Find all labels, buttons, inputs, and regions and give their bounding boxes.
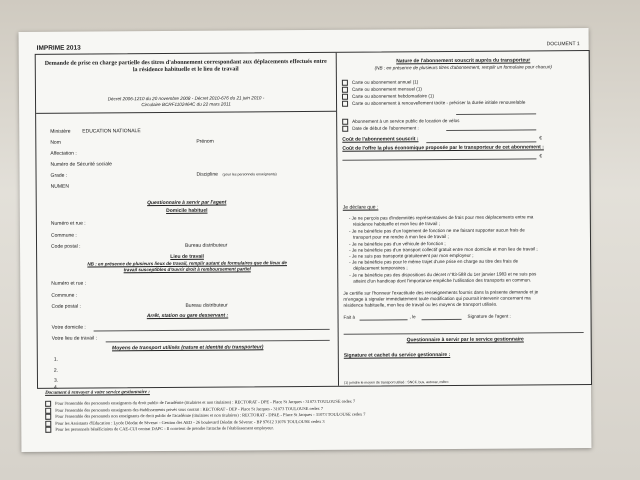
checkbox-velos[interactable] — [342, 119, 348, 125]
votre-domicile-field[interactable]: Votre domicile : — [51, 324, 86, 331]
form-title: Demande de prise en charge partielle des titres d'abonnement correspondant aux déplacements effectués entre la résidence habituelle et le lieu de travail — [44, 58, 327, 74]
option-tacite[interactable] — [342, 99, 525, 106]
option-velos-label: Abonnement à un service public de location de vélos — [352, 118, 460, 124]
form-frame — [35, 50, 592, 389]
option-hebdomadaire[interactable] — [342, 93, 434, 100]
declaration-6b: déplacement temporaires ; — [353, 265, 408, 271]
checkbox-mensuel[interactable] — [342, 87, 348, 93]
checkbox-addr-4[interactable] — [45, 420, 51, 426]
le-line[interactable] — [422, 319, 462, 320]
nature-heading: Nature de l'abonnement souscrit auprès du transporteur — [396, 57, 531, 65]
nb-line-2: travail susceptibles d'ouvrir droit à remboursement partiel — [123, 266, 251, 273]
tacite-duree-line — [456, 113, 536, 114]
service-divider — [344, 332, 584, 334]
header-left: IMPRIME 2013 — [36, 44, 81, 52]
addr-line-1-text: Pour l'ensemble des personnels enseignants du droit public de l'académie (titulaires et non titulaires) : RECTORAT - DPE - Place St Jacques - 31073 TOULOUSE cedex 7 — [55, 398, 356, 406]
cout-eco-line — [342, 158, 536, 160]
cachet-label: Signature et cachet du service gestionnaire : — [343, 351, 451, 359]
checkbox-addr-2[interactable] — [45, 407, 51, 413]
moyen-2[interactable]: 2. — [53, 367, 59, 374]
domicile-rue-field[interactable]: Numéro et rue : — [50, 220, 86, 227]
renvoyer-heading: Document à renvoyer à votre service gestionnaire : — [45, 390, 150, 396]
ministere-label: Ministère — [50, 128, 71, 135]
column-divider — [336, 53, 339, 386]
cout-line — [426, 141, 536, 142]
prenom-field[interactable]: Prénom — [196, 138, 214, 145]
discipline-note: (pour les personnels enseignants) — [222, 171, 277, 177]
travail-cp-field[interactable]: Code postal : — [51, 303, 81, 310]
affectation-field[interactable]: Affectation : — [50, 150, 77, 157]
numen-field[interactable]: NUMEN — [50, 183, 69, 190]
cout-eco-euro: € — [539, 153, 543, 160]
decree-line-1: Décret 2006-1210 du 20 novembre 2008 - Décret 2010-676 du 21 juin 2010 - — [107, 95, 265, 102]
ministere-value: EDUCATION NATIONALE — [82, 128, 141, 135]
checkbox-hebdomadaire[interactable] — [342, 94, 348, 100]
checkbox-date-debut[interactable] — [342, 126, 348, 132]
nom-field[interactable]: Nom — [50, 139, 61, 146]
checkbox-annuel[interactable] — [342, 80, 348, 86]
votre-lieu-line — [106, 340, 330, 342]
title-divider — [36, 111, 336, 114]
moyen-4[interactable]: 4. — [54, 384, 59, 391]
option-tacite-label: Carte ou abonnement à renouvellement tacite - préciser la durée initiale renouvelable — [352, 99, 526, 106]
domicile-commune-field[interactable]: Commune : — [50, 232, 77, 239]
nb-line-1: NB : en présence de plusieurs lieux de travail, remplir autant de formulaires que de lieux de — [87, 260, 287, 267]
declaration-7b: atteint d'un handicap dont l'importance empêche l'utilisation des transports en commun. — [353, 277, 532, 284]
domicile-cp-field[interactable]: Code postal : — [51, 243, 81, 250]
declaration-2b: transport pour me rendre à mon lieu de travail ; — [352, 233, 449, 240]
option-annuel-label: Carte ou abonnement annuel (1) — [351, 79, 419, 85]
declaration-2: - Je ne bénéficie pas d'un logement de fonction ne me faisant supporter aucun frais de — [348, 227, 525, 234]
domicile-heading: Domicile habituel — [166, 207, 208, 214]
addr-line-4-text: Pour les Assistants d'Education : Lycée Déodat de Séverac - Gestion des AED - 26 boulevard Déodat de Séverac - BP 97612 31076 TOULOUSE cedex 3 — [55, 418, 325, 426]
cout-eco-label: Coût de l'offre la plus économique proposée par le transporteur de cet abonnement : — [342, 144, 544, 152]
declaration-5: - Je ne suis pas transporté gratuitement par mon employeur ; — [349, 252, 474, 259]
votre-domicile-line — [94, 329, 330, 331]
declaration-6: - Je ne bénéficie pas pour le même trajet d'une prise en charge au titre des frais de — [349, 258, 519, 265]
checkbox-addr-5[interactable] — [45, 427, 51, 433]
signature-agent-label: Signature de l'agent : — [467, 313, 511, 319]
form-sheet — [19, 28, 592, 452]
declaration-7: - Je ne bénéficie pas des dispositions du décret n°83-588 du 1er janvier 1983 et ne suis pas — [349, 271, 537, 278]
checkbox-addr-3[interactable] — [45, 414, 51, 420]
travail-rue-field[interactable]: Numéro et rue : — [51, 280, 87, 287]
moyens-heading: Moyens de transport utilisés (nature et identité du transporteur) — [112, 344, 264, 352]
travail-commune-field[interactable]: Commune : — [51, 292, 78, 299]
votre-lieu-field[interactable]: Votre lieu de travail : — [51, 335, 98, 342]
option-annuel[interactable] — [342, 79, 418, 86]
domicile-bureau-field[interactable]: Bureau distributeur — [185, 242, 228, 249]
option-mensuel-label: Carte ou abonnement mensuel (1) — [351, 86, 422, 92]
service-questionnaire-heading: Questionnaire à servir par le service gestionnaire — [406, 336, 524, 344]
footnote: (1) joindre le moyen de transport utilisé : SNCF, bus, autocar, métro — [343, 380, 449, 385]
secu-field[interactable]: Numéro de Sécurité sociale — [50, 161, 112, 168]
fait-a-label: Fait à — [343, 314, 356, 320]
arret-heading: Arrêt, station ou gare desservant : — [146, 312, 229, 320]
decree-line-2: Circulaire BCRF1102464C du 22 mars 2011 — [141, 101, 231, 108]
option-velos[interactable] — [342, 118, 459, 125]
header-right: DOCUMENT 1 — [546, 41, 580, 48]
grade-field[interactable]: Grade : — [50, 172, 68, 179]
checkbox-addr-1[interactable] — [45, 401, 51, 407]
travail-bureau-field[interactable]: Bureau distributeur — [185, 302, 228, 309]
lieu-travail-heading: Lieu de travail — [170, 253, 204, 260]
addr-line-3-text: Pour l'ensemble des personnels non enseignants de droit public de l'académie (titulaires et non titulaires) : RECTORAT - DPAE - Place St Jacques - 31073 TOULOUSE cedex 7 — [55, 411, 366, 419]
addr-line-5 — [45, 425, 274, 433]
cout-label: Coût de l'abonnement souscrit : — [342, 136, 419, 143]
fait-a-line[interactable] — [360, 319, 408, 320]
date-debut-line — [446, 129, 536, 130]
moyen-1[interactable]: 1. — [53, 356, 59, 363]
moyen-3[interactable]: 3. — [53, 377, 59, 384]
option-mensuel[interactable] — [342, 86, 422, 93]
declaration-3: - Je ne bénéficie pas d'un véhicule de fonction ; — [349, 241, 446, 247]
declare-heading: Je déclare que : — [342, 204, 379, 211]
addr-line-5-text: Pour les personnels bénéficiaires de CAE-CUI contrat DAPC : Il convient de prendre l'attache de l'établissement employeur. — [55, 425, 274, 432]
certify-line-2: m'engage à signaler immédiatement toute modification qui pourrait intervenir concernant ma — [343, 295, 531, 302]
declaration-1: - Je ne perçois pas d'indemnités représentatives de frais pour mes déplacements entre ma — [348, 214, 534, 221]
declaration-4: - Je ne bénéficie pas d'un transport collectif gratuit entre mon domicile et mon lieu de travail ; — [349, 246, 538, 253]
addr-line-2-text: Pour l'ensemble des personnels enseignants des établissements privés sous contrat : RECTORAT - DEP - Place St Jacques - 31073 TOULOUSE cedex 7 — [55, 405, 324, 413]
declaration-1b: résidence habituelle et mon lieu de travail ; — [352, 221, 440, 227]
discipline-field[interactable]: Discipline — [196, 171, 218, 178]
option-hebdomadaire-label: Carte ou abonnement hebdomadaire (1) — [351, 93, 434, 99]
option-date-debut[interactable] — [342, 125, 419, 132]
le-label: , le — [409, 314, 416, 320]
option-date-debut-label: Date de début de l'abonnement : — [352, 125, 419, 131]
certify-line-3: résidence habituelle, mon lieu de travail ou les moyens de transport utilisés. — [343, 301, 498, 308]
checkbox-tacite[interactable] — [342, 101, 348, 107]
certify-line-1: Je certifie sur l'honneur l'exactitude des renseignements fournis dans la présente demande et je — [343, 289, 539, 296]
nature-note: (NB : en présence de plusieurs titres d'abonnement, remplir un formulaire pour chacun) — [374, 64, 552, 71]
cout-euro: € — [539, 135, 543, 142]
agent-questionnaire-heading: Questionnaire à servir par l'agent — [147, 199, 227, 207]
